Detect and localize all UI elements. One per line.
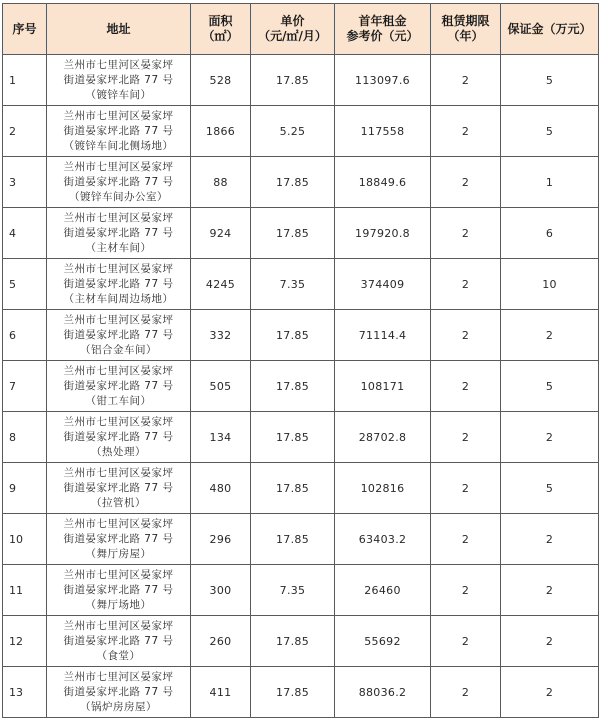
address-location: （舞厅场地） bbox=[85, 598, 152, 611]
cell-index: 7 bbox=[3, 361, 47, 412]
table-row bbox=[3, 55, 599, 106]
header-term-unit: （年） bbox=[447, 29, 484, 43]
cell-unit-price: 17.85 bbox=[251, 157, 335, 208]
address-location: （舞厅房屋） bbox=[85, 547, 152, 560]
cell-term: 2 bbox=[431, 463, 501, 514]
cell-deposit: 2 bbox=[501, 310, 599, 361]
cell-area: 300 bbox=[191, 565, 251, 616]
cell-index: 2 bbox=[3, 106, 47, 157]
address-line-2: 街道晏家坪北路 77 号 bbox=[63, 430, 174, 443]
address-line-2: 街道晏家坪北路 77 号 bbox=[63, 226, 174, 239]
cell-address bbox=[47, 157, 191, 208]
cell-index: 8 bbox=[3, 412, 47, 463]
address-line-1: 兰州市七里河区晏家坪 bbox=[63, 619, 174, 632]
cell-unit-price: 17.85 bbox=[251, 310, 335, 361]
address-line-2: 街道晏家坪北路 77 号 bbox=[63, 328, 174, 341]
header-term-label: 租赁期限 bbox=[441, 14, 490, 28]
cell-area: 528 bbox=[191, 55, 251, 106]
address-line-1: 兰州市七里河区晏家坪 bbox=[63, 568, 174, 581]
address-location: （食堂） bbox=[96, 649, 141, 662]
cell-index: 13 bbox=[3, 667, 47, 718]
cell-unit-price: 17.85 bbox=[251, 208, 335, 259]
cell-unit-price: 17.85 bbox=[251, 514, 335, 565]
table-row bbox=[3, 157, 599, 208]
cell-rent: 197920.8 bbox=[335, 208, 431, 259]
cell-index: 5 bbox=[3, 259, 47, 310]
cell-address bbox=[47, 565, 191, 616]
address-line-1: 兰州市七里河区晏家坪 bbox=[63, 466, 174, 479]
cell-term: 2 bbox=[431, 514, 501, 565]
cell-index: 6 bbox=[3, 310, 47, 361]
address-line-2: 街道晏家坪北路 77 号 bbox=[63, 175, 174, 188]
cell-deposit: 1 bbox=[501, 157, 599, 208]
cell-area: 134 bbox=[191, 412, 251, 463]
cell-area: 88 bbox=[191, 157, 251, 208]
cell-rent: 55692 bbox=[335, 616, 431, 667]
cell-area: 4245 bbox=[191, 259, 251, 310]
cell-deposit: 2 bbox=[501, 412, 599, 463]
cell-rent: 117558 bbox=[335, 106, 431, 157]
cell-rent: 71114.4 bbox=[335, 310, 431, 361]
header-area bbox=[191, 4, 251, 55]
cell-term: 2 bbox=[431, 310, 501, 361]
header-unit-price-unit: （元/㎡/月） bbox=[258, 29, 327, 43]
header-rent-label: 首年租金 bbox=[358, 14, 407, 28]
address-line-2: 街道晏家坪北路 77 号 bbox=[63, 583, 174, 596]
cell-term: 2 bbox=[431, 412, 501, 463]
cell-deposit: 6 bbox=[501, 208, 599, 259]
header-address-label: 地址 bbox=[106, 21, 131, 36]
table-row bbox=[3, 106, 599, 157]
header-area-label: 面积 bbox=[208, 14, 233, 28]
table-row bbox=[3, 514, 599, 565]
cell-unit-price: 17.85 bbox=[251, 412, 335, 463]
cell-address bbox=[47, 514, 191, 565]
address-line-1: 兰州市七里河区晏家坪 bbox=[63, 313, 174, 326]
address-line-2: 街道晏家坪北路 77 号 bbox=[63, 277, 174, 290]
cell-rent: 63403.2 bbox=[335, 514, 431, 565]
cell-area: 505 bbox=[191, 361, 251, 412]
cell-address bbox=[47, 667, 191, 718]
address-line-2: 街道晏家坪北路 77 号 bbox=[63, 73, 174, 86]
address-location: （热处理） bbox=[91, 445, 146, 458]
address-line-1: 兰州市七里河区晏家坪 bbox=[63, 109, 174, 122]
cell-index: 9 bbox=[3, 463, 47, 514]
cell-area: 1866 bbox=[191, 106, 251, 157]
header-deposit-label: 保证金（万元） bbox=[507, 21, 592, 36]
header-index bbox=[3, 4, 47, 55]
address-line-1: 兰州市七里河区晏家坪 bbox=[63, 517, 174, 530]
header-address bbox=[47, 4, 191, 55]
header-rent bbox=[335, 4, 431, 55]
cell-index: 11 bbox=[3, 565, 47, 616]
header-unit-price bbox=[251, 4, 335, 55]
cell-address bbox=[47, 259, 191, 310]
header-term bbox=[431, 4, 501, 55]
cell-address bbox=[47, 208, 191, 259]
rental-table bbox=[2, 3, 599, 718]
address-line-2: 街道晏家坪北路 77 号 bbox=[63, 481, 174, 494]
address-line-2: 街道晏家坪北路 77 号 bbox=[63, 379, 174, 392]
table-row bbox=[3, 616, 599, 667]
table-body bbox=[3, 55, 599, 718]
header-rent-unit: 参考价（元） bbox=[346, 29, 419, 43]
address-line-1: 兰州市七里河区晏家坪 bbox=[63, 415, 174, 428]
address-line-1: 兰州市七里河区晏家坪 bbox=[63, 670, 174, 683]
address-line-1: 兰州市七里河区晏家坪 bbox=[63, 160, 174, 173]
cell-rent: 102816 bbox=[335, 463, 431, 514]
cell-address bbox=[47, 310, 191, 361]
address-line-2: 街道晏家坪北路 77 号 bbox=[63, 634, 174, 647]
address-location: （主材车间周边场地） bbox=[63, 292, 174, 305]
address-location: （钳工车间） bbox=[85, 394, 152, 407]
cell-unit-price: 17.85 bbox=[251, 55, 335, 106]
cell-rent: 374409 bbox=[335, 259, 431, 310]
address-line-2: 街道晏家坪北路 77 号 bbox=[63, 124, 174, 137]
cell-rent: 28702.8 bbox=[335, 412, 431, 463]
cell-term: 2 bbox=[431, 106, 501, 157]
cell-term: 2 bbox=[431, 667, 501, 718]
cell-index: 12 bbox=[3, 616, 47, 667]
cell-term: 2 bbox=[431, 565, 501, 616]
header-unit-price-label: 单价 bbox=[280, 14, 305, 28]
cell-address bbox=[47, 55, 191, 106]
cell-deposit: 5 bbox=[501, 55, 599, 106]
cell-index: 10 bbox=[3, 514, 47, 565]
table-row bbox=[3, 310, 599, 361]
cell-term: 2 bbox=[431, 361, 501, 412]
cell-deposit: 2 bbox=[501, 565, 599, 616]
address-location: （镀锌车间） bbox=[85, 88, 152, 101]
header-row bbox=[3, 4, 599, 55]
address-line-2: 街道晏家坪北路 77 号 bbox=[63, 685, 174, 698]
cell-unit-price: 17.85 bbox=[251, 463, 335, 514]
cell-address bbox=[47, 412, 191, 463]
cell-unit-price: 17.85 bbox=[251, 667, 335, 718]
cell-rent: 26460 bbox=[335, 565, 431, 616]
cell-area: 296 bbox=[191, 514, 251, 565]
address-location: （镀锌车间办公室） bbox=[69, 190, 168, 203]
cell-area: 924 bbox=[191, 208, 251, 259]
cell-rent: 18849.6 bbox=[335, 157, 431, 208]
cell-address bbox=[47, 616, 191, 667]
cell-rent: 108171 bbox=[335, 361, 431, 412]
cell-area: 260 bbox=[191, 616, 251, 667]
address-line-2: 街道晏家坪北路 77 号 bbox=[63, 532, 174, 545]
header-deposit bbox=[501, 4, 599, 55]
address-line-1: 兰州市七里河区晏家坪 bbox=[63, 211, 174, 224]
cell-deposit: 2 bbox=[501, 514, 599, 565]
cell-unit-price: 17.85 bbox=[251, 361, 335, 412]
cell-unit-price: 7.35 bbox=[251, 259, 335, 310]
address-location: （镀锌车间北侧场地） bbox=[63, 139, 174, 152]
table-row bbox=[3, 565, 599, 616]
table-row bbox=[3, 259, 599, 310]
cell-address bbox=[47, 106, 191, 157]
cell-area: 332 bbox=[191, 310, 251, 361]
cell-term: 2 bbox=[431, 157, 501, 208]
cell-rent: 113097.6 bbox=[335, 55, 431, 106]
table-row bbox=[3, 208, 599, 259]
cell-unit-price: 5.25 bbox=[251, 106, 335, 157]
cell-rent: 88036.2 bbox=[335, 667, 431, 718]
cell-deposit: 2 bbox=[501, 616, 599, 667]
address-location: （锅炉房房屋） bbox=[80, 700, 157, 713]
cell-index: 4 bbox=[3, 208, 47, 259]
address-location: （铝合金车间） bbox=[80, 343, 157, 356]
cell-index: 3 bbox=[3, 157, 47, 208]
table-row bbox=[3, 463, 599, 514]
cell-area: 411 bbox=[191, 667, 251, 718]
cell-deposit: 5 bbox=[501, 463, 599, 514]
cell-term: 2 bbox=[431, 616, 501, 667]
address-line-1: 兰州市七里河区晏家坪 bbox=[63, 262, 174, 275]
cell-deposit: 2 bbox=[501, 667, 599, 718]
address-line-1: 兰州市七里河区晏家坪 bbox=[63, 364, 174, 377]
table-row bbox=[3, 412, 599, 463]
address-location: （主材车间） bbox=[85, 241, 152, 254]
cell-address bbox=[47, 361, 191, 412]
table-row bbox=[3, 667, 599, 718]
cell-unit-price: 7.35 bbox=[251, 565, 335, 616]
table-header bbox=[3, 4, 599, 55]
cell-area: 480 bbox=[191, 463, 251, 514]
address-line-1: 兰州市七里河区晏家坪 bbox=[63, 58, 174, 71]
table-row bbox=[3, 361, 599, 412]
cell-index: 1 bbox=[3, 55, 47, 106]
cell-deposit: 10 bbox=[501, 259, 599, 310]
cell-term: 2 bbox=[431, 259, 501, 310]
cell-address bbox=[47, 463, 191, 514]
cell-term: 2 bbox=[431, 55, 501, 106]
cell-unit-price: 17.85 bbox=[251, 616, 335, 667]
header-area-unit: （㎡） bbox=[202, 29, 239, 43]
address-location: （拉管机） bbox=[91, 496, 146, 509]
cell-term: 2 bbox=[431, 208, 501, 259]
header-index-label: 序号 bbox=[12, 21, 37, 36]
cell-deposit: 5 bbox=[501, 106, 599, 157]
cell-deposit: 5 bbox=[501, 361, 599, 412]
